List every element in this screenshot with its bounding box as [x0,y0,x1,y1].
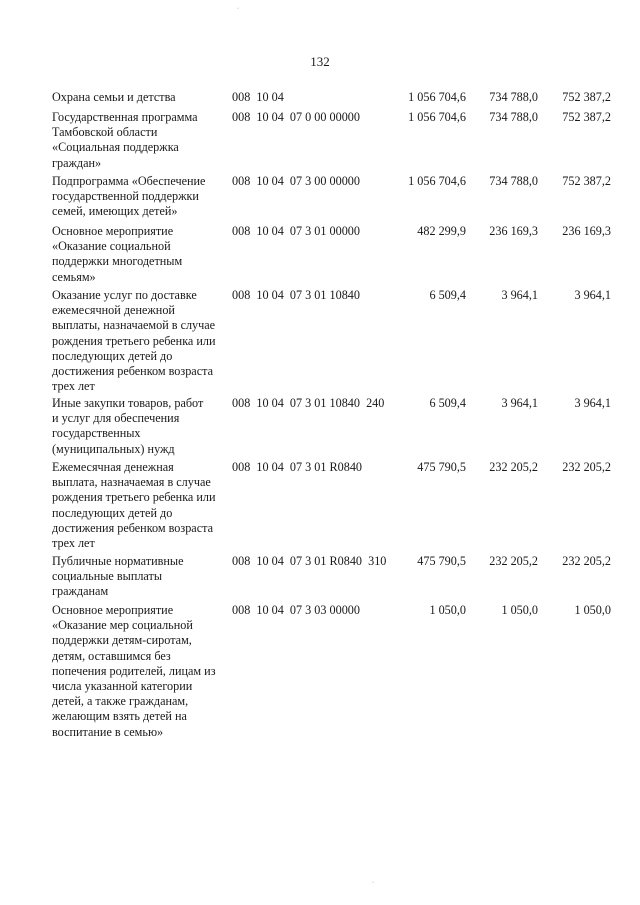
row-value-2021: 482 299,9 [417,224,466,238]
row-value-2022: 232 205,2 [489,554,538,568]
row-code: 008 10 04 [232,90,284,104]
row-code: 008 10 04 07 3 01 R0840 310 [232,554,387,568]
row-value-2022: 734 788,0 [489,110,538,124]
row-value-2022: 734 788,0 [489,174,538,188]
scan-speck: · [372,880,374,886]
row-value-2023: 752 387,2 [562,90,611,104]
row-value-2021: 6 509,4 [429,396,466,410]
row-value-2023: 232 205,2 [562,554,611,568]
row-value-2021: 475 790,5 [417,554,466,568]
row-name: Государственная программа Тамбовской области «Социальная поддержка граждан» [52,110,198,170]
row-value-2022: 3 964,1 [501,288,538,302]
row-code: 008 10 04 07 3 00 00000 [232,174,360,188]
row-name: Основное мероприятие «Оказание мер социальной поддержки детям-сиротам, детям, оставшимся без попечения родителей, лицам из числа указанной категории детей, а также гражданам, желающим взять детей на воспитание в семью» [52,603,216,739]
row-value-2022: 3 964,1 [501,396,538,410]
row-name: Подпрограмма «Обеспечение государственной поддержки семей, имеющих детей» [52,174,206,219]
row-value-2022: 232 205,2 [489,460,538,474]
row-name: Ежемесячная денежная выплата, назначаемая в случае рождения третьего ребенка или последующих детей до достижения ребенком возраста трех лет [52,460,216,551]
row-value-2021: 1 050,0 [429,603,466,617]
row-code: 008 10 04 07 3 01 R0840 [232,460,363,474]
row-value-2021: 475 790,5 [417,460,466,474]
row-name: Оказание услуг по доставке ежемесячной денежной выплаты, назначаемой в случае рождения третьего ребенка или последующих детей до достижения ребенком возраста трех лет [52,288,216,394]
row-name: Публичные нормативные социальные выплаты гражданам [52,554,184,599]
row-value-2023: 3 964,1 [574,288,611,302]
row-value-2021: 1 056 704,6 [408,90,466,104]
row-code: 008 10 04 07 3 01 00000 [232,224,360,238]
row-name: Охрана семьи и детства [52,90,176,104]
row-code: 008 10 04 07 3 03 00000 [232,603,360,617]
row-value-2023: 752 387,2 [562,110,611,124]
row-value-2023: 236 169,3 [562,224,611,238]
row-name: Иные закупки товаров, работ и услуг для обеспечения государственных (муниципальных) нужд [52,396,204,456]
row-value-2021: 6 509,4 [429,288,466,302]
row-value-2023: 3 964,1 [574,396,611,410]
row-code: 008 10 04 07 3 01 10840 [232,288,360,302]
row-value-2022: 236 169,3 [489,224,538,238]
row-value-2023: 752 387,2 [562,174,611,188]
row-value-2023: 232 205,2 [562,460,611,474]
row-value-2021: 1 056 704,6 [408,174,466,188]
row-code: 008 10 04 07 3 01 10840 240 [232,396,385,410]
scan-speck: · [237,6,239,12]
row-value-2022: 1 050,0 [501,603,538,617]
row-value-2021: 1 056 704,6 [408,110,466,124]
row-code: 008 10 04 07 0 00 00000 [232,110,360,124]
row-name: Основное мероприятие «Оказание социальной поддержки многодетным семьям» [52,224,183,284]
page-number: 132 [310,54,330,69]
row-value-2022: 734 788,0 [489,90,538,104]
row-value-2023: 1 050,0 [574,603,611,617]
